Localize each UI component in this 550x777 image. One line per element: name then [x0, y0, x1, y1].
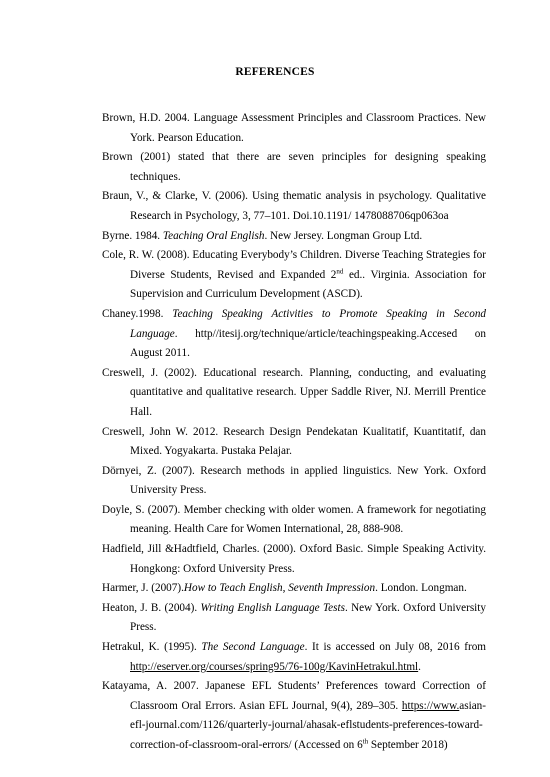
reference-title: Writing English Language Tests: [200, 601, 345, 614]
reference-doyle: [102, 501, 486, 540]
reference-text: Chaney.1998.: [102, 307, 173, 320]
page-title: REFERENCES: [235, 66, 315, 78]
reference-text: . New Jersey. Longman Group Ltd.: [264, 229, 423, 242]
reference-text: Cole, R. W. (2008). Educating Everybody’s Children. Diverse Teaching Strategies for Diverse Students, Revised and Expanded 2: [102, 249, 486, 281]
reference-dornyei: [102, 462, 486, 501]
reference-braun-clarke: [102, 187, 486, 226]
ordinal-suffix: nd: [336, 267, 344, 276]
reference-text: Brown (2001) stated that there are seven principles for designing speaking techniques.: [102, 151, 486, 183]
reference-harmer: [102, 579, 486, 599]
reference-text: Doyle, S. (2007). Member checking with older women. A framework for negotiating meaning. Health Care for Women International, 28, 888-908.: [102, 503, 486, 536]
reference-brown-2004: [102, 109, 486, 148]
reference-text: Hetrakul, K. (1995).: [102, 641, 202, 654]
reference-heaton: [102, 599, 486, 638]
reference-title: Teaching Oral English: [162, 229, 265, 242]
reference-title: How to Teach English, Seventh Impression: [183, 582, 376, 595]
reference-chaney: [102, 305, 486, 364]
reference-title: The Second Language: [201, 641, 305, 654]
reference-text: asian-efl-journal.com/1126/quarterly-journal/ahasak-eflstudents-preferences-toward-correction-of-classroom-oral-errors/ (Accessed on 6: [130, 699, 486, 751]
reference-text: . London. Longman.: [375, 582, 467, 595]
reference-list: [102, 109, 486, 756]
reference-text: Brown, H.D. 2004. Language Assessment Principles and Classroom Practices. New York. Pearson Education.: [102, 112, 486, 144]
reference-text: ed.. Virginia. Association for Supervision and Curriculum Development (ASCD).: [130, 268, 487, 301]
reference-text: Byrne. 1984.: [102, 229, 163, 242]
reference-text: Dörnyei, Z. (2007). Research methods in applied linguistics. New York. Oxford University Press.: [102, 464, 486, 497]
reference-text: Katayama, A. 2007. Japanese EFL Students’ Preferences toward Correction of Classroom Oral Errors. Asian EFL Journal, 9(4), 289–305.: [102, 680, 486, 712]
reference-katayama: [102, 677, 486, 755]
reference-link[interactable]: http://eserver.org/courses/spring95/76-100g/KavinHetrakul.html: [130, 660, 419, 673]
ordinal-suffix: th: [362, 737, 369, 746]
reference-text: . New York. Oxford University Press.: [130, 601, 486, 634]
reference-hadfield: [102, 540, 486, 579]
reference-text: September 2018): [368, 739, 448, 751]
reference-text: Braun, V., & Clarke, V. (2006). Using thematic analysis in psychology. Qualitative Research in Psychology, 3, 77–101. Doi.10.1191/ 1478088706qp063oa: [102, 190, 486, 222]
reference-title: Teaching Speaking Activities to Promote Speaking in Second Language: [130, 307, 487, 340]
reference-text: .: [418, 660, 421, 673]
reference-hetrakul: [102, 638, 486, 677]
reference-text: . It is accessed on July 08, 2016 from: [304, 641, 487, 654]
reference-creswell-2002: [102, 364, 486, 423]
reference-text: Creswell, John W. 2012. Research Design Pendekatan Kualitatif, Kuantitatif, dan Mixed. Yogyakarta. Pustaka Pelajar.: [102, 425, 486, 458]
reference-text: Harmer, J. (2007).: [102, 582, 184, 595]
reference-text: Creswell, J. (2002). Educational research. Planning, conducting, and evaluating quantitative and qualitative research. Upper Saddle River, NJ. Merrill Prentice Hall.: [102, 366, 486, 418]
reference-link[interactable]: https://www.: [401, 699, 460, 712]
reference-text: Hadfield, Jill &Hadtfield, Charles. (2000). Oxford Basic. Simple Speaking Activity. Hongkong: Oxford University Press.: [102, 543, 486, 575]
reference-text: Heaton, J. B. (2004).: [102, 601, 201, 614]
reference-creswell-2012: [102, 423, 486, 462]
reference-byrne: [102, 227, 486, 247]
reference-text: . http//itesij.org/technique/article/teachingspeaking.Accesed on August 2011.: [130, 327, 486, 360]
reference-brown-2001: [102, 148, 486, 187]
reference-cole: [102, 246, 486, 305]
